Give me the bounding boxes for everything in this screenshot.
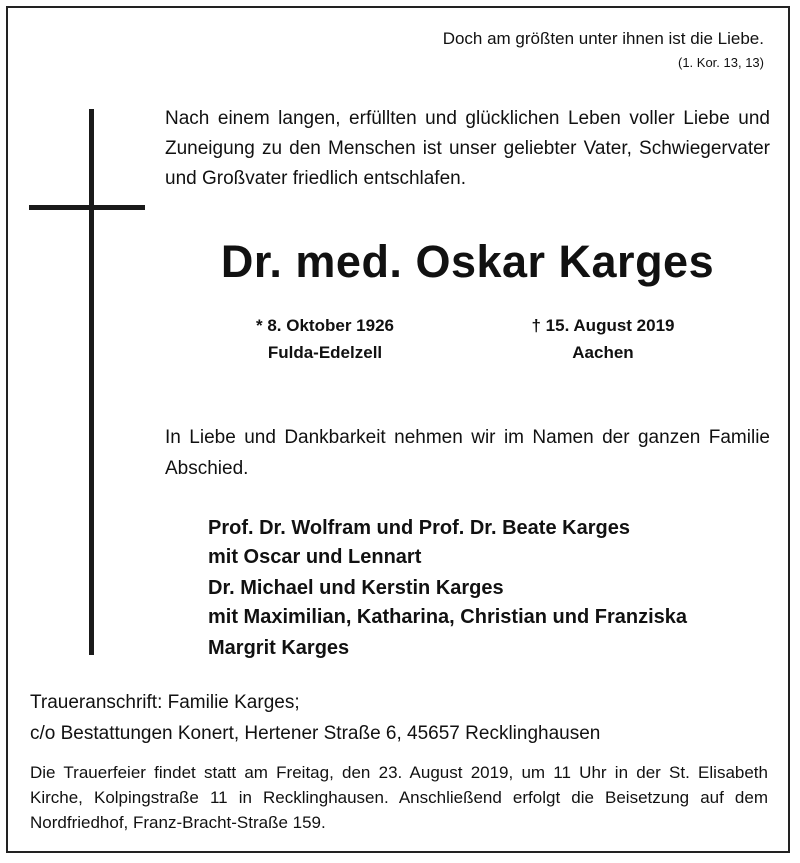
bible-reference: (1. Kor. 13, 13)	[678, 55, 764, 70]
family-line: mit Maximilian, Katharina, Christian und Franziska	[208, 606, 687, 628]
intro-text: Nach einem langen, erfüllten und glücklichen Leben voller Liebe und Zuneigung zu den Menschen ist unser geliebter Vater, Schwiegervater und Großvater friedlich entschlafen.	[165, 108, 770, 189]
death-place: Aachen	[572, 343, 634, 362]
bible-quote: Doch am größten unter ihnen ist die Liebe.	[442, 29, 764, 48]
deceased-name: Dr. med. Oskar Karges	[220, 236, 715, 287]
birth-date: * 8. Oktober 1926	[256, 316, 394, 335]
death-date: † 15. August 2019	[531, 316, 675, 335]
mourning-address	[30, 687, 600, 749]
family-group	[208, 574, 687, 632]
family-group	[208, 634, 687, 663]
address-line: c/o Bestattungen Konert, Hertener Straße 6, 45657 Recklinghausen	[30, 723, 601, 744]
funeral-service-info: Die Trauerfeier findet statt am Freitag, den 23. August 2019, um 11 Uhr in der St. Elisabeth Kirche, Kolpingstraße 11 in Recklinghausen. Anschließend erfolgt die Beisetzung auf dem Nordfriedhof, Franz-Bracht-Straße 159.	[30, 763, 768, 832]
birth-place: Fulda-Edelzell	[267, 343, 383, 362]
family-line: Dr. Michael und Kerstin Karges	[208, 577, 504, 599]
family-group	[208, 514, 687, 572]
family-line: Prof. Dr. Wolfram und Prof. Dr. Beate Karges	[208, 517, 630, 539]
family-line: Margrit Karges	[208, 637, 350, 659]
thanks-text: In Liebe und Dankbarkeit nehmen wir im Namen der ganzen Familie Abschied.	[165, 427, 770, 479]
address-line: Traueranschrift: Familie Karges;	[30, 692, 300, 713]
cross-horizontal-bar	[29, 205, 145, 210]
death-info	[483, 312, 723, 366]
family-line: mit Oscar und Lennart	[208, 546, 422, 568]
family-list	[208, 514, 687, 665]
birth-info	[205, 312, 445, 366]
cross-vertical-bar	[89, 109, 94, 655]
